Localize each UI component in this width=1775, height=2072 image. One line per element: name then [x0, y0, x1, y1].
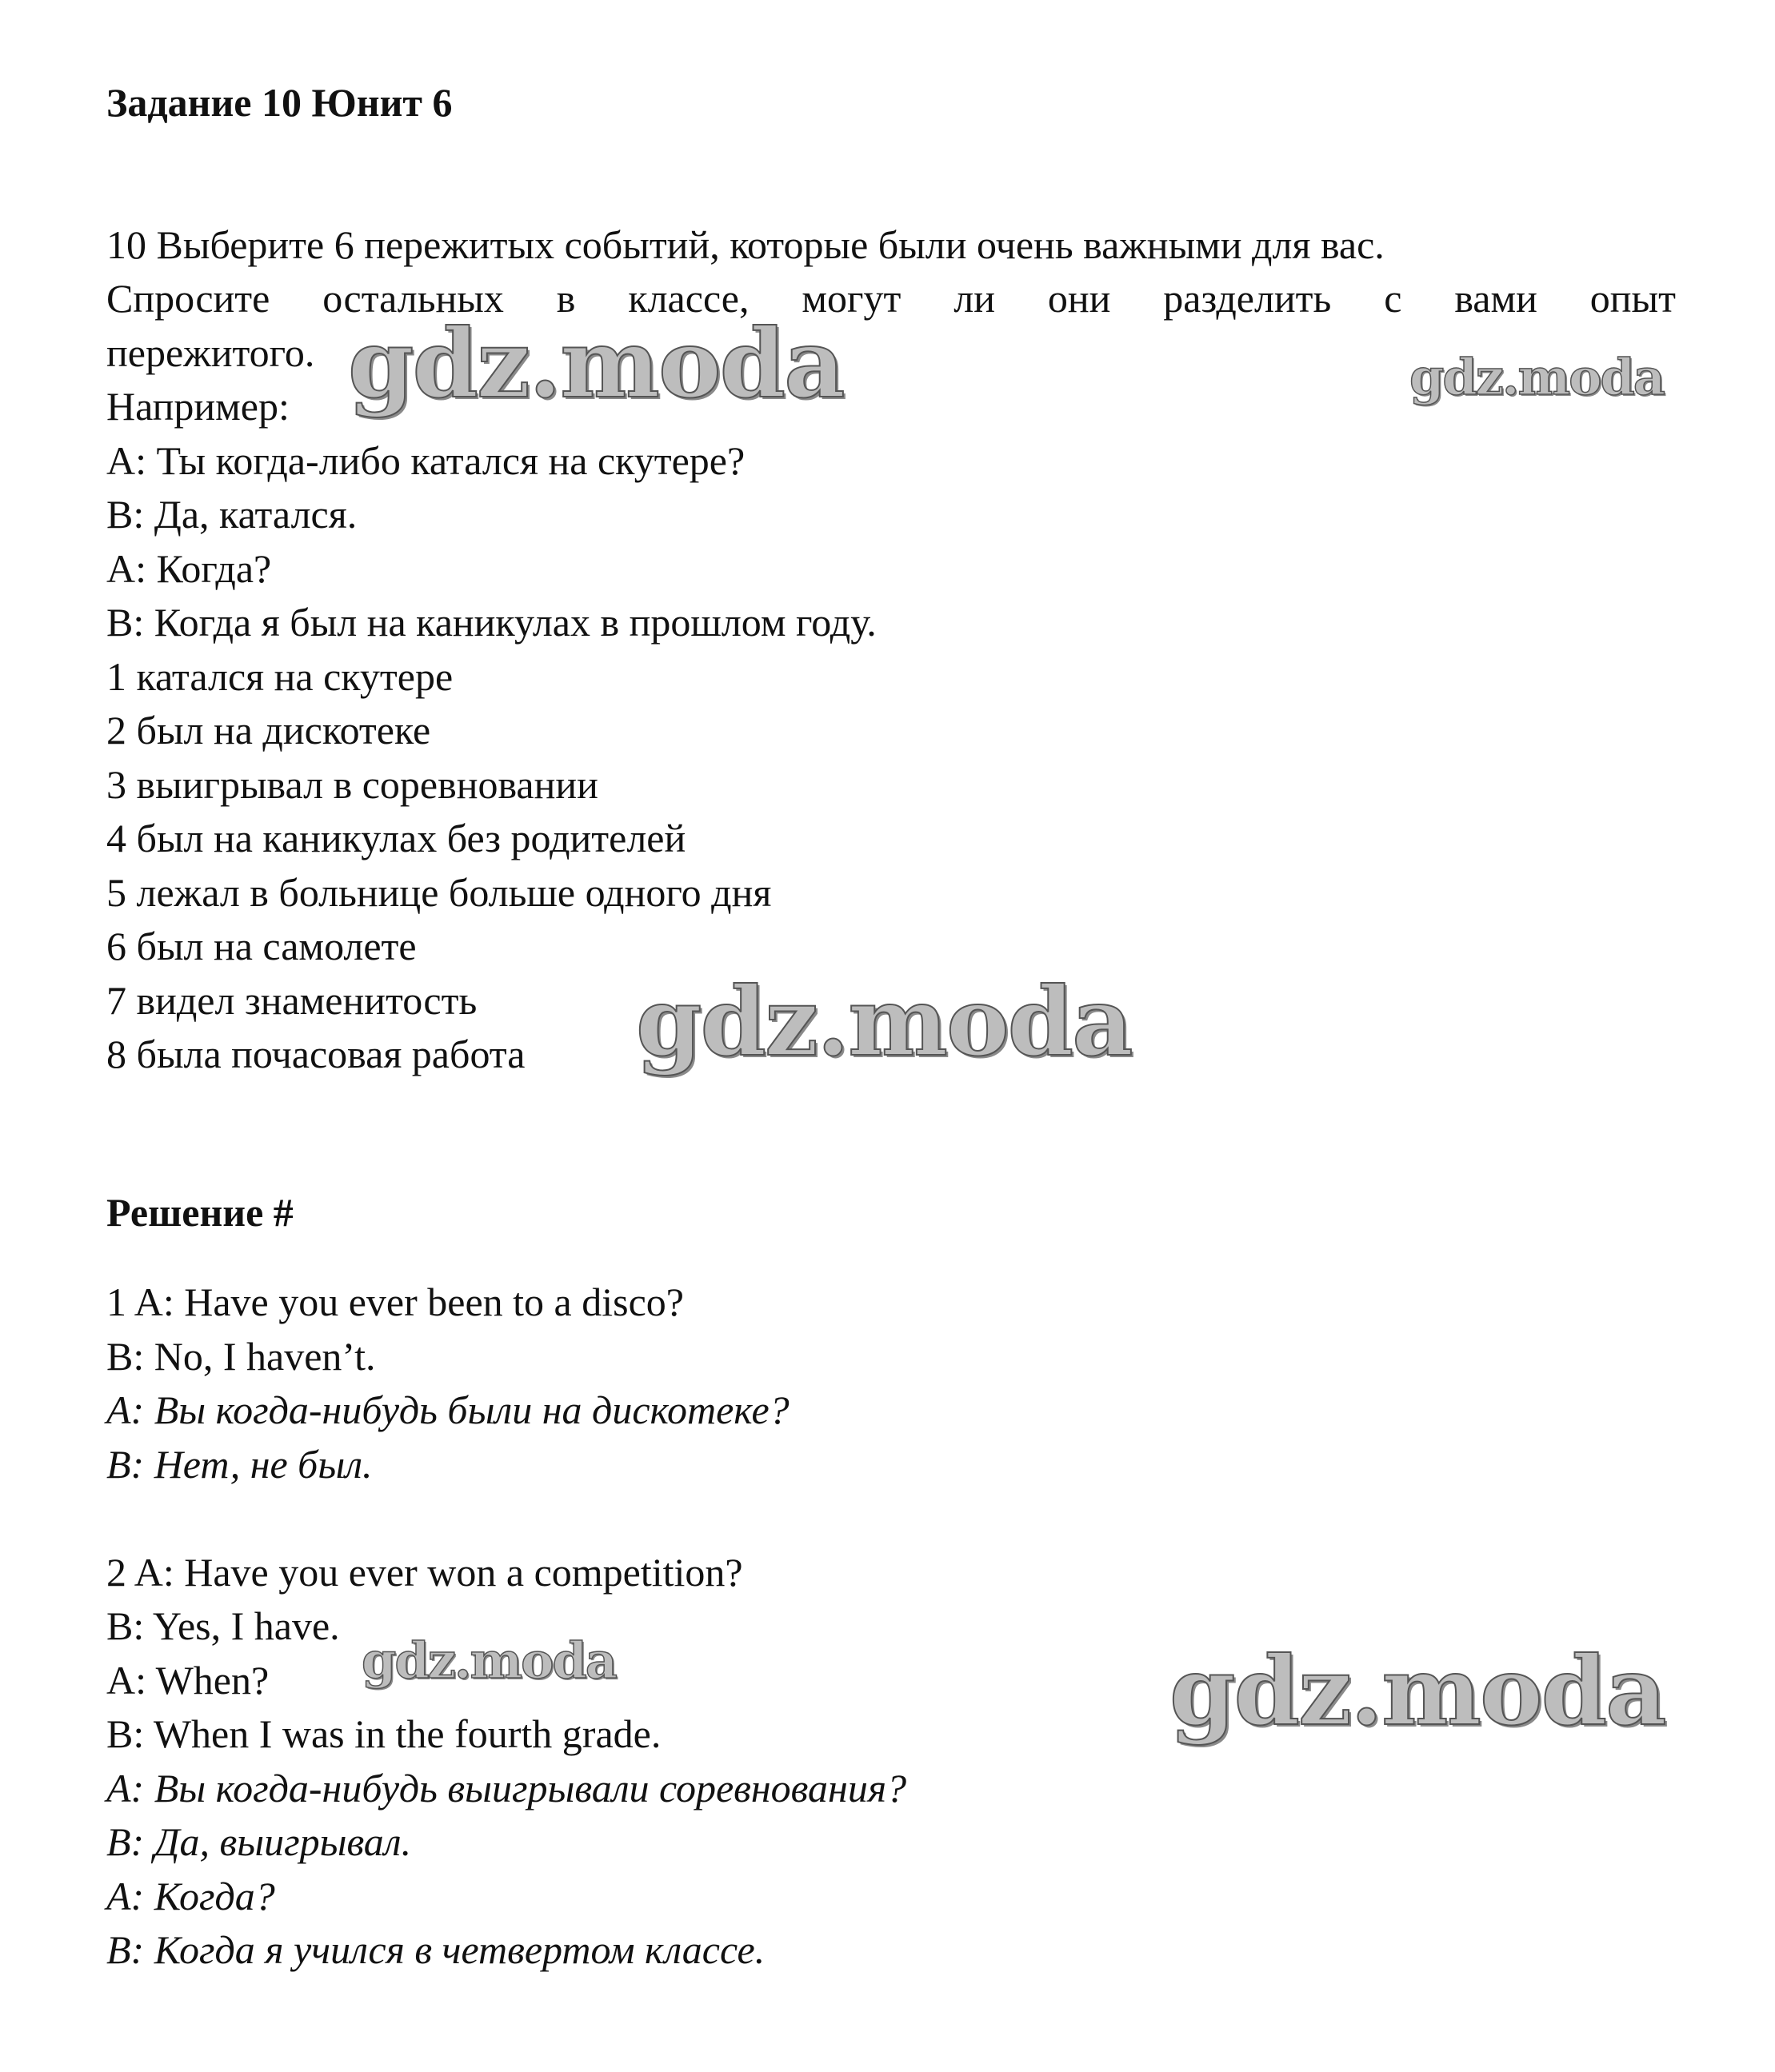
example-dialogue-line: B: Когда я был на каникулах в прошлом году. — [106, 600, 877, 645]
solution-english-line: B: When I was in the fourth grade. — [106, 1711, 662, 1756]
task-list-item: 6 был на самолете — [106, 924, 417, 968]
example-dialogue-line: A: Когда? — [106, 545, 272, 591]
task-text-line-1: 10 Выберите 6 пережитых событий, которые были очень важными для вас. — [106, 222, 1385, 267]
solution-english-line: B: Yes, I have. — [106, 1603, 340, 1648]
task-list-item: 7 видел знаменитость — [106, 977, 478, 1023]
example-dialogue-line: B: Да, катался. — [106, 492, 358, 537]
example-label: Например: — [106, 384, 290, 429]
solution-russian-line: A: Вы когда-нибудь выигрывали соревнования? — [106, 1765, 907, 1811]
solution-russian-line: B: Да, выигрывал. — [106, 1819, 412, 1864]
watermark-logo: gdz.moda — [348, 308, 844, 419]
task-list-item: 4 был на каникулах без родителей — [106, 816, 686, 860]
solution-english-line: B: No, I haven’t. — [106, 1333, 376, 1379]
example-dialogue-line: A: Ты когда-либо катался на скутере? — [106, 437, 746, 483]
solution-heading: Решение # — [106, 1189, 294, 1235]
task-list-item: 2 был на дискотеке — [106, 708, 431, 753]
watermark-logo: gdz.moda — [1169, 1635, 1665, 1747]
spacer — [106, 1082, 1676, 1186]
spacer — [106, 1491, 1676, 1546]
task-list-item: 8 была почасовая работа — [106, 1032, 526, 1076]
solution-russian-line: B: Нет, не был. — [106, 1441, 373, 1487]
solution-english-line: 1 A: Have you ever been to a disco? — [106, 1280, 684, 1324]
task-list-item: 1 катался на скутере — [106, 653, 454, 699]
task-list-item: 5 лежал в больнице больше одного дня — [106, 869, 772, 915]
spacer — [106, 1240, 1676, 1276]
watermark-logo: gdz.moda — [636, 966, 1132, 1077]
spacer — [106, 130, 1676, 218]
solution-russian-line: A: Вы когда-нибудь были на дискотеке? — [106, 1387, 790, 1432]
document-page — [106, 76, 1676, 1978]
solution-russian-line: B: Когда я учился в четвертом классе. — [106, 1927, 766, 1972]
task-list-item: 3 выигрывал в соревновании — [106, 761, 598, 807]
watermark-logo: gdz.moda — [1409, 348, 1664, 406]
solution-russian-line: A: Когда? — [106, 1873, 275, 1918]
watermark-logo: gdz.moda — [362, 1631, 616, 1690]
task-text-line-3: пережитого. — [106, 329, 315, 375]
task-text-line-2: Спросите остальных в классе, могут ли они разделить с вами опыт — [106, 276, 1676, 321]
page-title: Задание 10 Юнит 6 — [106, 80, 453, 125]
solution-english-line: A: When? — [106, 1657, 270, 1703]
solution-english-line: 2 A: Have you ever won a competition? — [106, 1549, 743, 1595]
